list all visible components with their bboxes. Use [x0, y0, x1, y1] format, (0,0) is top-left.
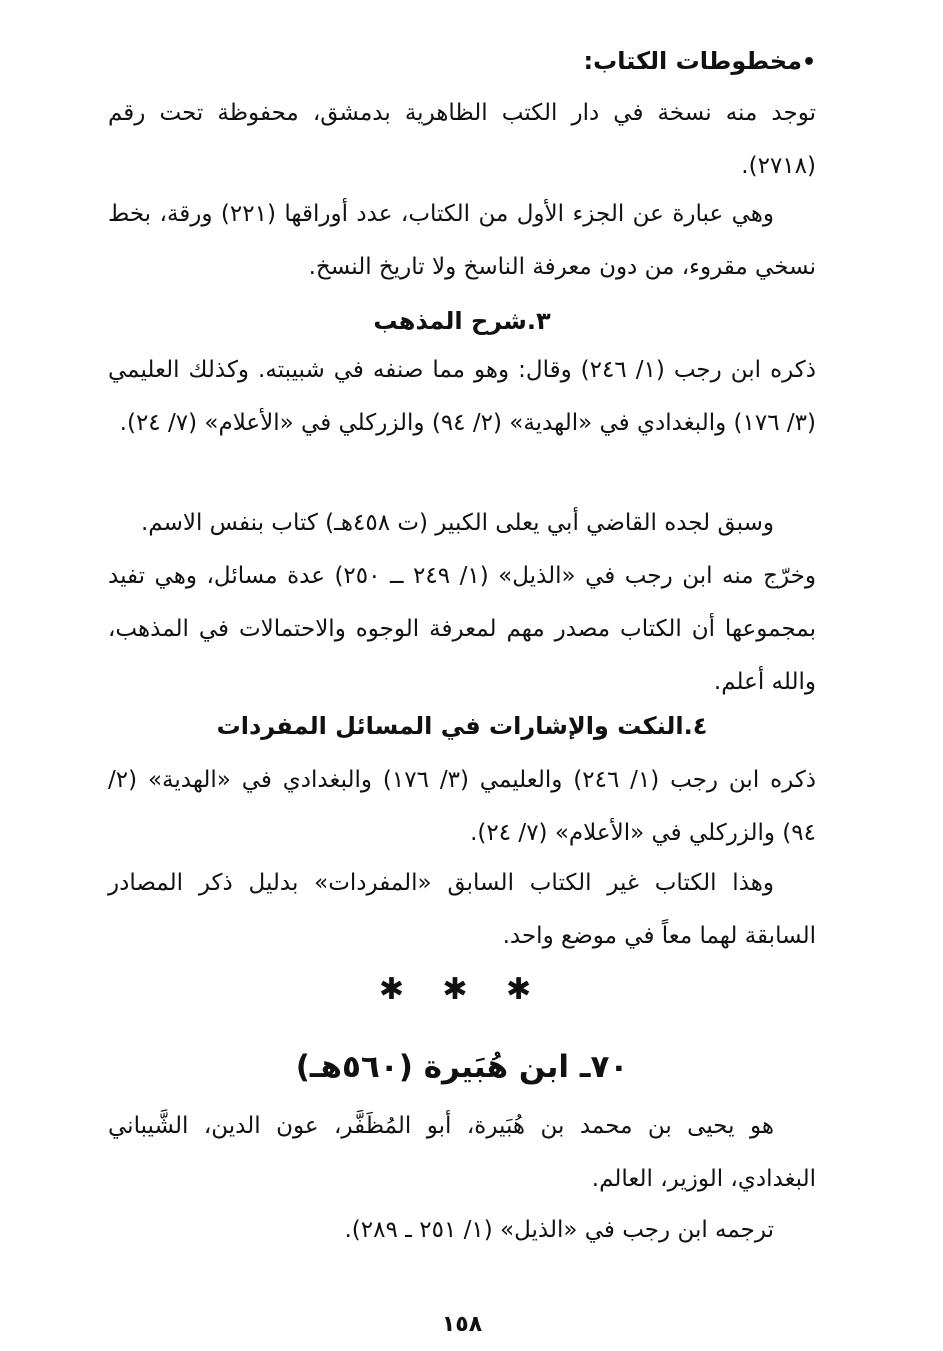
paragraph-ibn-hubayra-bio: هو يحيى بن محمد بن هُبَيرة، أبو المُظَفَّر، عون الدين، الشَّيباني البغدادي، الوزير، العالم.: [108, 1113, 816, 1192]
manuscripts-heading-text: مخطوطات الكتاب:: [583, 47, 802, 75]
section-heading-al-nukat: ٤.النكت والإشارات في المسائل المفردات: [216, 712, 708, 740]
entry-heading-ibn-hubayra: ٧٠ـ ابن هُبَيرة (٥٦٠هـ): [295, 1049, 629, 1085]
section-heading-sharh-al-madhhab: ٣.شرح المذهب: [373, 307, 551, 335]
section-separator-stars: ✱ ✱ ✱: [378, 972, 546, 1007]
bullet-icon: •: [801, 50, 816, 75]
paragraph-sharh-sources: ذكره ابن رجب (١/ ٢٤٦) وقال: وهو مما صنفه في شبيبته. وكذلك العليمي (٣/ ١٧٦) والبغدادي في «الهدية» (٢/ ٩٤) والزركلي في «الأعلام» (٧/ ٢٤).: [108, 357, 816, 436]
paragraph-ibn-hubayra-reference: ترجمه ابن رجب في «الذيل» (١/ ٢٥١ ـ ٢٨٩).: [344, 1217, 774, 1243]
paragraph-nukat-sources: ذكره ابن رجب (١/ ٢٤٦) والعليمي (٣/ ١٧٦) والبغدادي في «الهدية» (٢/ ٩٤) والزركلي في «الأعلام» (٧/ ٢٤).: [108, 767, 817, 846]
paragraph-dhayl-extracts: وخرّج منه ابن رجب في «الذيل» (١/ ٢٤٩ ــ ٢٥٠) عدة مسائل، وهي تفيد بمجموعها أن الكتاب مصدر مهم لمعرفة الوجوه والاحتمالات في المذهب، والله أعلم.: [108, 563, 816, 695]
paragraph-manuscript-description: وهي عبارة عن الجزء الأول من الكتاب، عدد أوراقها (٢٢١) ورقة، بخط نسخي مقروء، من دون معرفة الناسخ ولا تاريخ النسخ.: [108, 201, 816, 280]
manuscripts-heading: [108, 35, 816, 89]
paragraph-grandfather-book: وسبق لجده القاضي أبي يعلى الكبير (ت ٤٥٨هـ) كتاب بنفس الاسم.: [140, 510, 774, 536]
page-number: ١٥٨: [441, 1312, 483, 1337]
paragraph-manuscript-location: توجد منه نسخة في دار الكتب الظاهرية بدمشق، محفوظة تحت رقم (٢٧١٨).: [108, 100, 816, 179]
paragraph-nukat-distinction: وهذا الكتاب غير الكتاب السابق «المفردات» بدليل ذكر المصادر السابقة لهما معاً في موضع واحد.: [108, 870, 816, 949]
